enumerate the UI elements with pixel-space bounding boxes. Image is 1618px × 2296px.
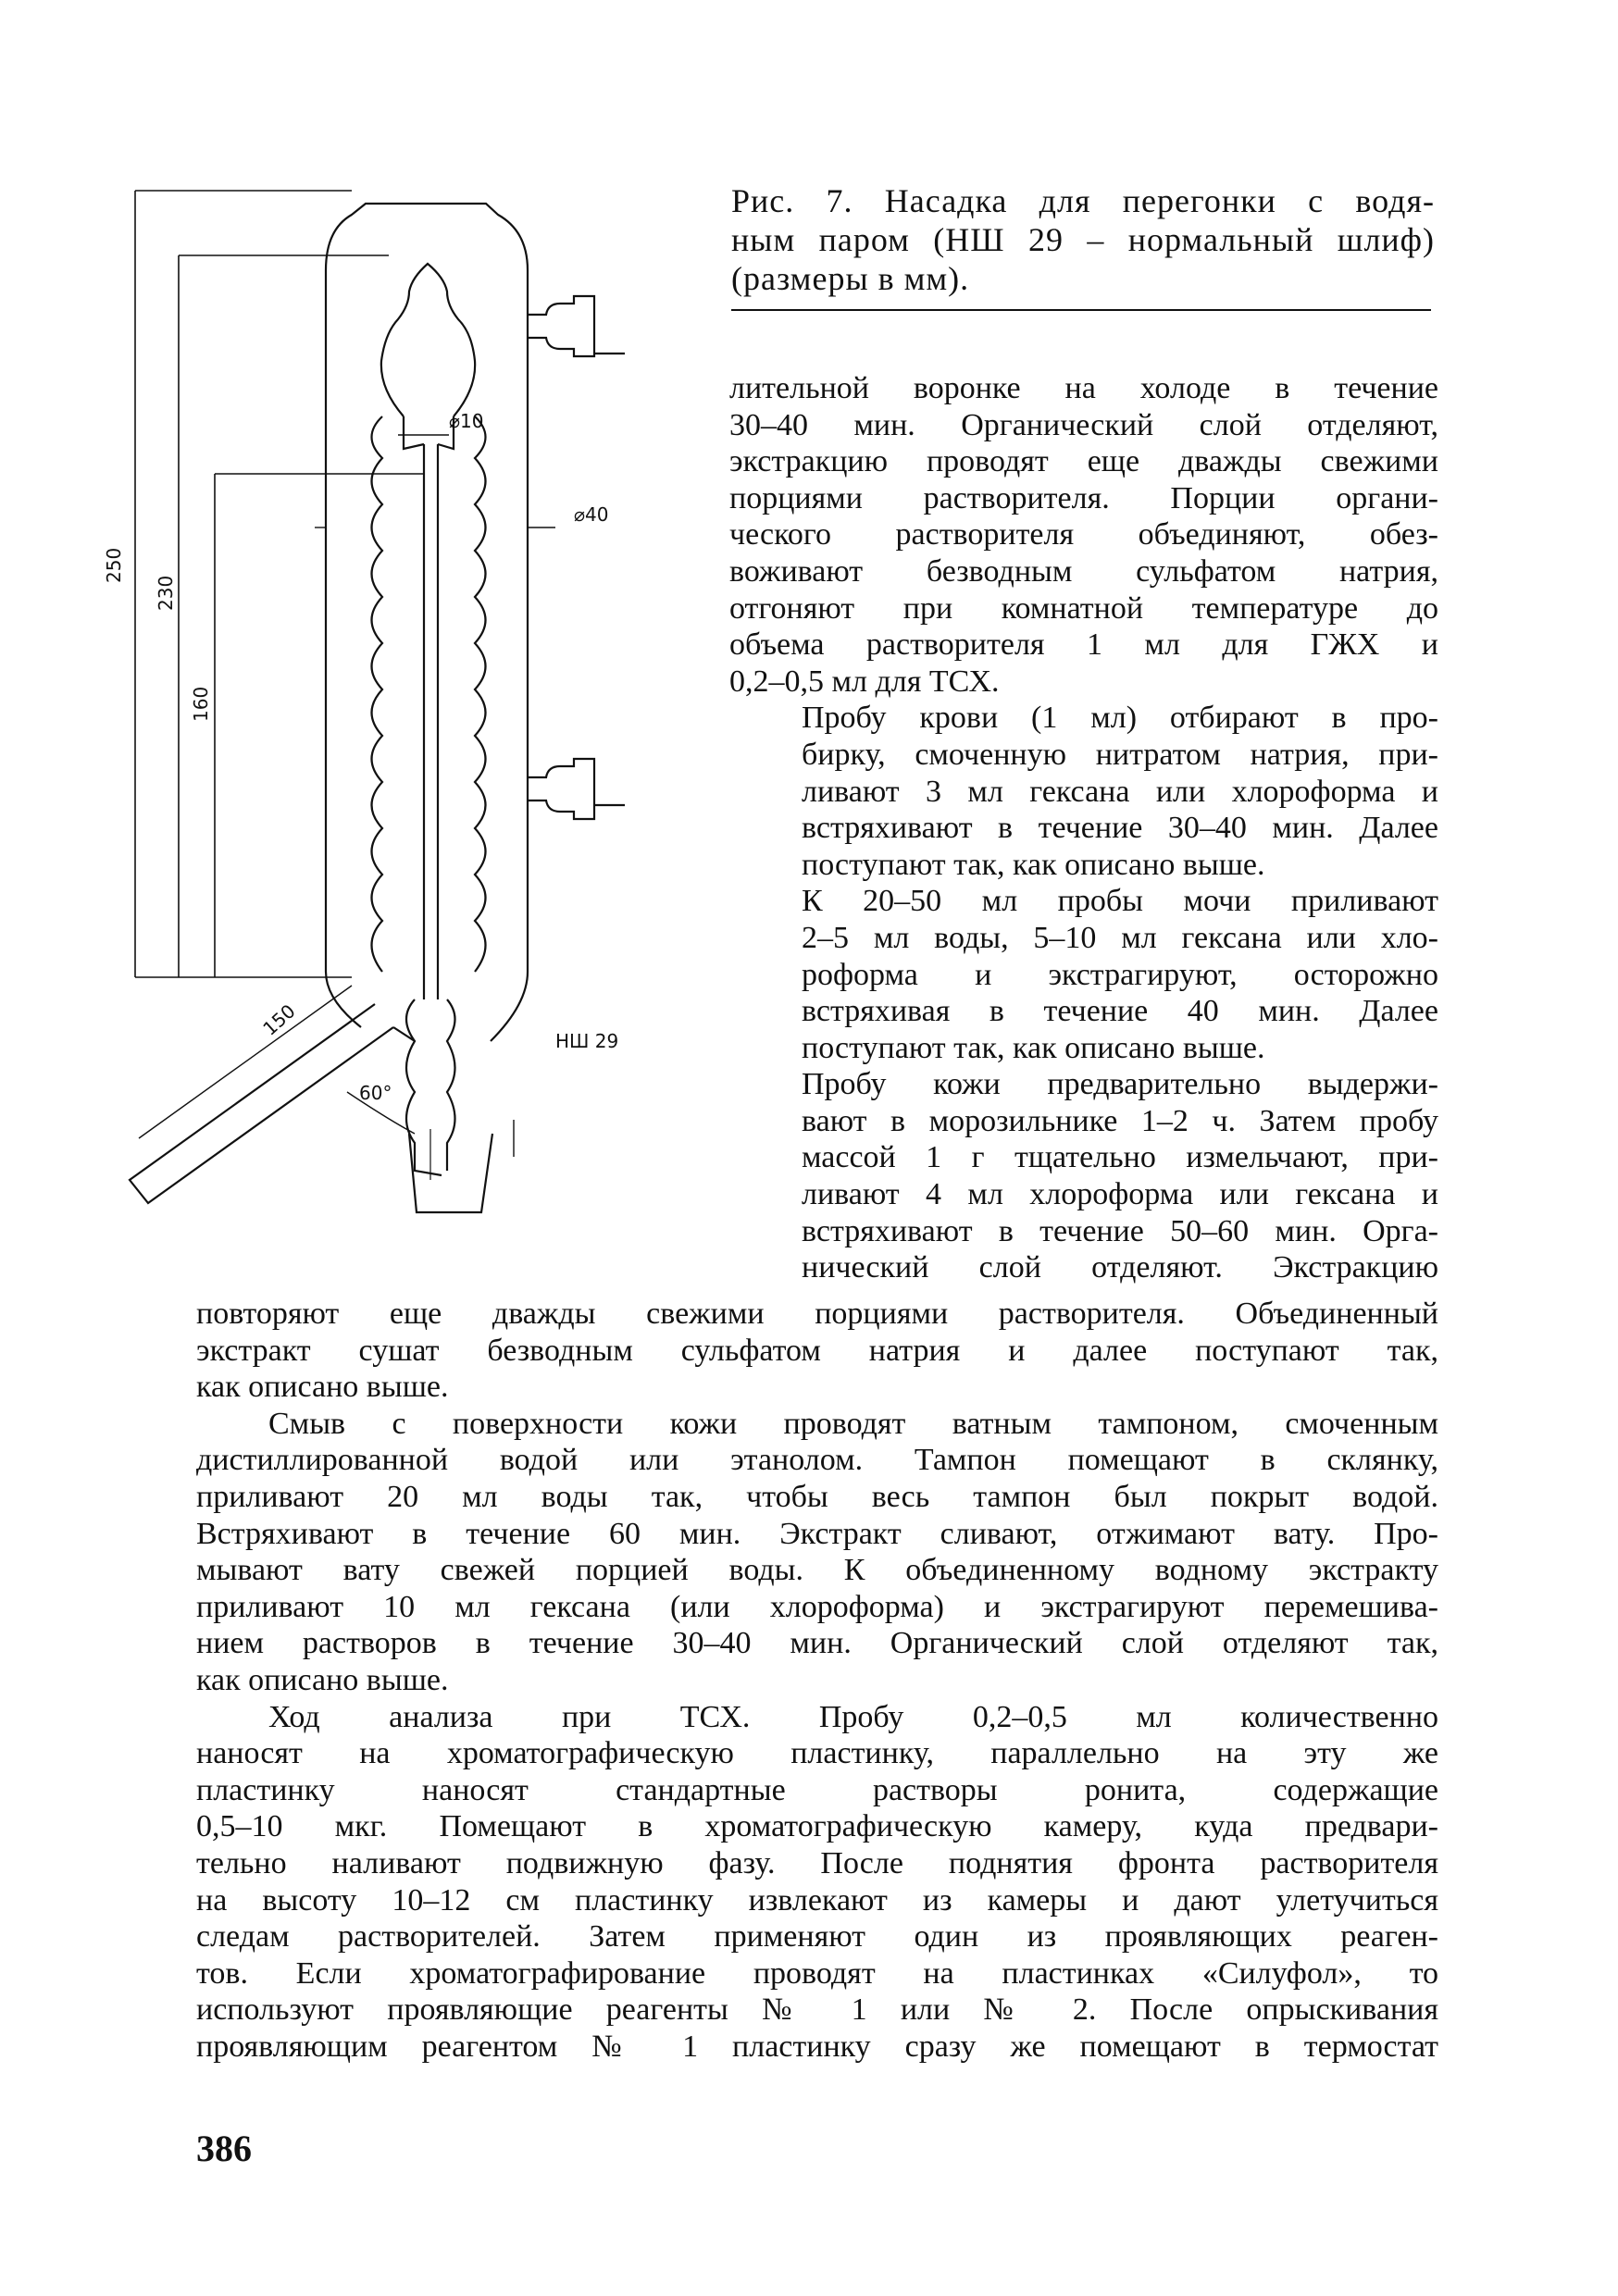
text-line: экстракцию проводят еще дважды свежими [729,444,1438,479]
text-line: наносят на хроматографическую пластинку, параллельно на эту же [196,1736,1438,1771]
text-line: нический слой отделяют. Экстракцию [802,1250,1438,1285]
paragraph-urine [729,883,1438,1066]
caption-divider [731,309,1431,311]
inner-coil-left [372,416,383,972]
text-line: используют проявляющие реагенты № 1 или № 2. После опрыскивания [196,1992,1438,2028]
lower-neck [406,999,442,1175]
text-line: 0,2–0,5 мл для ТСХ. [729,664,1000,699]
text-line: встряхивают в течение 30–40 мин. Далее [802,811,1438,846]
text-line: повторяют еще дважды свежими порциями растворителя. Объединенный [196,1297,1438,1331]
text-line: Встряхивают в течение 60 мин. Экстракт сливают, отжимают вату. Про- [196,1516,1438,1551]
text-line: дистиллированной водой или этанолом. Тампон помещают в склянку, [196,1443,1438,1478]
paragraph-skin-continued [196,1296,1438,1406]
text-line: как описано выше. [196,1370,449,1405]
paragraph-skin-surface-wash [196,1406,1438,1699]
text-line: роформа и экстрагируют, осторожно [802,957,1438,992]
paragraph-extraction [729,370,1438,700]
narrow-column [729,370,1438,1286]
paragraph-skin [729,1066,1438,1286]
dim-length-150: 150 [258,999,300,1040]
text-line: как описано выше. [196,1662,449,1697]
text-line: лительной воронке на холоде в течение [729,371,1438,405]
text-line: встряхивая в течение 40 мин. Далее [802,994,1438,1029]
inner-bulb-tube [381,264,475,416]
text-line: поступают так, как описано выше. [802,847,1265,882]
dim-height-230: 230 [155,575,177,611]
text-line: ливают 4 мл хлороформа или гексана и [802,1177,1438,1212]
text-line: следам растворителей. Затем применяют один из проявляющих реаген- [196,1919,1438,1955]
text-line: объема растворителя 1 мл для ГЖХ и [729,627,1438,663]
text-line: пластинку наносят стандартные растворы ронита, содержащие [196,1772,1438,1807]
text-line: приливают 10 мл гексана (или хлороформа) и экстрагируют перемешива- [196,1589,1438,1624]
outer-jacket [326,204,528,1041]
text-line: воживают безводным сульфатом натрия, [729,553,1438,589]
text-line: мывают вату свежей порцией воды. К объединенному водному экстракту [196,1553,1438,1588]
dim-diameter-40: ⌀40 [574,503,609,526]
text-line: порциями растворителя. Порции органи- [729,480,1438,515]
text-line: нием растворов в течение 30–40 мин. Органический слой отделяют так, [196,1626,1438,1661]
distillation-head-figure [103,167,741,1222]
text-line: Смыв с поверхности кожи проводят ватным тампоном, смоченным [268,1406,1438,1441]
text-line: 0,5–10 мкг. Помещают в хроматографическую камеру, куда предвари- [196,1809,1438,1844]
caption-line: ным паром (НШ 29 – нормальный шлиф) [731,221,1435,258]
text-line: 2–5 мл воды, 5–10 мл гексана или хло- [802,920,1438,955]
text-line: ческого растворителя объединяют, обез- [729,517,1438,552]
text-line: проявляющим реагентом № 1 пластинку сразу же помещают в термостат [196,2029,1438,2064]
top-nozzle [528,296,594,356]
side-arm [130,1004,393,1203]
distillation-head-drawing [103,167,741,1222]
wide-column [196,1296,1438,2065]
text-line: встряхивают в течение 50–60 мин. Орга- [802,1213,1438,1248]
text-line: экстракт сушат безводным сульфатом натрия и далее поступают так, [196,1333,1438,1368]
dim-height-160: 160 [190,686,212,722]
text-line: Ход анализа при ТСХ. Пробу 0,2–0,5 мл количественно [268,1699,1438,1734]
text-line: Пробу крови (1 мл) отбирают в про- [802,701,1438,736]
ground-joint [409,1134,492,1212]
text-line: массой 1 г тщательно измельчают, при- [802,1140,1438,1175]
paragraph-blood [729,700,1438,883]
text-line: тельно наливают подвижную фазу. После поднятия фронта растворителя [196,1845,1438,1880]
dim-angle-60: 60° [359,1082,392,1104]
label-joint-nsh29: НШ 29 [555,1030,619,1052]
text-line: бирку, смоченную нитратом натрия, при- [802,737,1438,772]
inner-coil-right [475,416,486,972]
caption-line: (размеры в мм). [731,260,970,297]
text-line: отгоняют при комнатной температуре до [729,590,1438,626]
text-line: на высоту 10–12 см пластинку извлекают из камеры и дают улетучиться [196,1882,1438,1917]
text-line: приливают 20 мл воды так, чтобы весь тампон был покрыт водой. [196,1479,1438,1514]
figure-caption [731,181,1435,298]
text-line: поступают так, как описано выше. [802,1030,1265,1065]
paragraph-tlc-procedure [196,1699,1438,2066]
bottom-nozzle [528,759,594,819]
text-line: вают в морозильнике 1–2 ч. Затем пробу [802,1103,1438,1138]
text-line: Пробу кожи предварительно выдержи- [802,1067,1438,1102]
dim-height-250: 250 [103,547,125,583]
caption-line: Рис. 7. Насадка для перегонки с водя- [731,182,1435,219]
text-line: ливают 3 мл гексана или хлороформа и [802,774,1438,809]
text-line: 30–40 мин. Органический слой отделяют, [729,407,1438,442]
dim-diameter-10: ⌀10 [449,410,484,432]
text-line: тов. Если хроматографирование проводят на пластинках «Силуфол», то [196,1955,1438,1991]
text-line: К 20–50 мл пробы мочи приливают [802,884,1438,919]
page-number: 386 [196,2128,252,2169]
